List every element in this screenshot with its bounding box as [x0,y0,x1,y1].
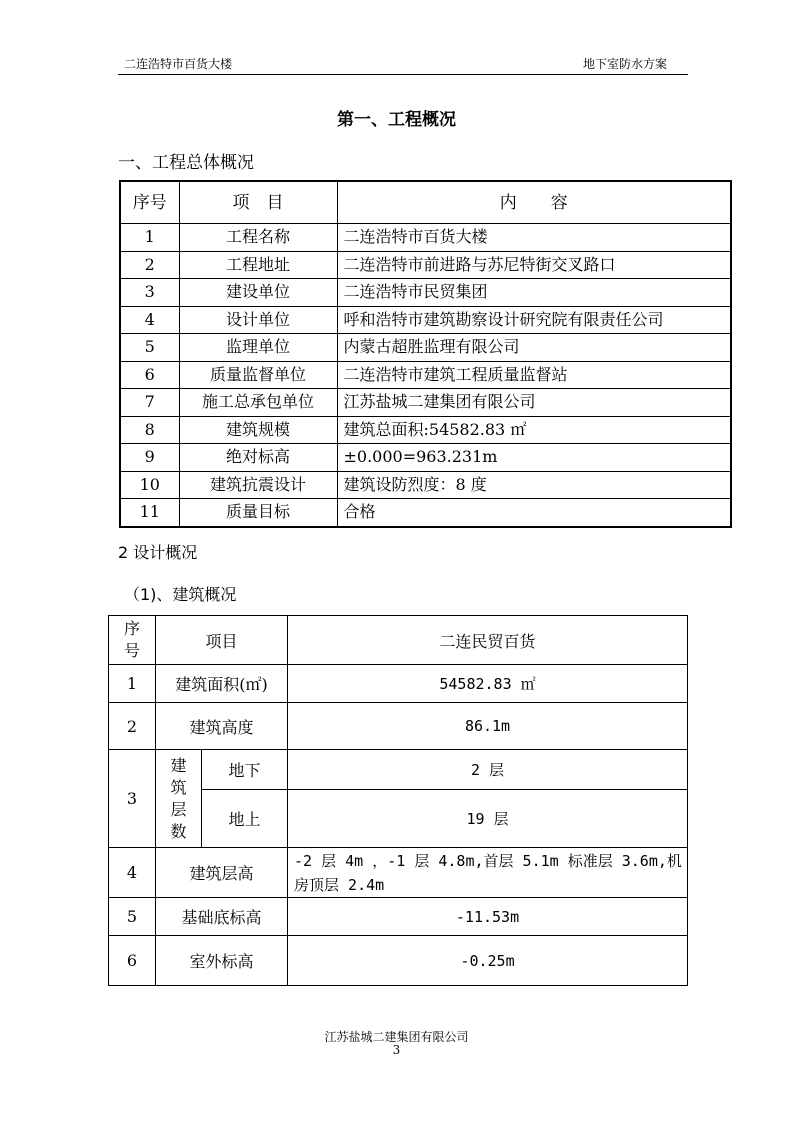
table-row [120,361,731,389]
table-row [109,703,688,750]
row-item: 建筑高度 [156,703,288,750]
row-item: 建筑抗震设计 [179,471,337,499]
header-cell-content: 内 容 [337,181,731,224]
row-no: 2 [109,703,156,750]
row-item: 工程地址 [179,251,337,279]
table-row [120,471,731,499]
header-cell-no: 序号 [109,616,156,665]
row-no: 8 [120,416,179,444]
table-row [109,665,688,703]
row-subitem-underground: 地下 [202,750,288,790]
row-item: 基础底标高 [156,898,288,936]
row-no: 1 [109,665,156,703]
row-item: 绝对标高 [179,444,337,472]
footer-company: 江苏盐城二建集团有限公司 [324,1030,469,1044]
row-value: 19 层 [288,790,688,848]
table-row [109,936,688,986]
row-no: 10 [120,471,179,499]
table-row [120,499,731,527]
row-no: 4 [120,306,179,334]
header-divider [118,74,688,75]
table-row [120,334,731,362]
row-content: 二连浩特市民贸集团 [337,279,731,307]
row-content: 内蒙古超胜监理有限公司 [337,334,731,362]
row-no: 3 [120,279,179,307]
table-row [120,444,731,472]
row-no: 6 [109,936,156,986]
project-overview-table [119,180,732,528]
row-item: 质量监督单位 [179,361,337,389]
header-cell-item: 项 目 [179,181,337,224]
row-content: 二连浩特市建筑工程质量监督站 [337,361,731,389]
header-doc-title: 地下室防水方案 [583,57,668,71]
table-header-row [120,181,731,224]
row-value: 54582.83 ㎡ [288,665,688,703]
row-content: 建筑总面积:54582.83 ㎡ [337,416,731,444]
row-content: 江苏盐城二建集团有限公司 [337,389,731,417]
table-row [109,750,688,790]
section-heading-design: 2 设计概况 [118,543,198,562]
row-value: 2 层 [288,750,688,790]
row-content: 建筑设防烈度：8 度 [337,471,731,499]
table-row [120,389,731,417]
row-content: 二连浩特市百货大楼 [337,224,731,252]
row-item: 工程名称 [179,224,337,252]
page-number: 3 [392,1043,401,1057]
table-row [120,224,731,252]
row-content: 二连浩特市前进路与苏尼特街交叉路口 [337,251,731,279]
row-item: 建设单位 [179,279,337,307]
row-item: 质量目标 [179,499,337,527]
row-no: 9 [120,444,179,472]
header-project-name: 二连浩特市百货大楼 [124,57,233,71]
row-no: 6 [120,361,179,389]
building-overview-table [108,615,688,986]
row-no: 4 [109,848,156,898]
row-no: 11 [120,499,179,527]
table-row [109,898,688,936]
header-cell-no: 序号 [120,181,179,224]
row-value: -2 层 4m ，-1 层 4.8m,首层 5.1m 标准层 3.6m,机房顶层 2.4m [288,848,688,898]
section-heading-building: （1)、建筑概况 [124,585,237,604]
table-header-row [109,616,688,665]
row-value: -11.53m [288,898,688,936]
row-item: 施工总承包单位 [179,389,337,417]
table-row [120,251,731,279]
row-item: 监理单位 [179,334,337,362]
row-item: 室外标高 [156,936,288,986]
header-cell-item: 项目 [156,616,288,665]
row-subitem-above-ground: 地上 [202,790,288,848]
row-value: 86.1m [288,703,688,750]
table-row [120,416,731,444]
page-title: 第一、工程概况 [337,110,456,130]
row-no: 7 [120,389,179,417]
row-no: 5 [109,898,156,936]
table-row [109,848,688,898]
row-item: 设计单位 [179,306,337,334]
row-item: 建筑面积(㎡) [156,665,288,703]
table-row [120,279,731,307]
row-content: 合格 [337,499,731,527]
row-no: 2 [120,251,179,279]
row-content: ±0.000=963.231m [337,444,731,472]
row-content: 呼和浩特市建筑勘察设计研究院有限责任公司 [337,306,731,334]
section-heading-overview: 一、工程总体概况 [118,153,254,173]
row-no: 3 [109,750,156,848]
row-item: 建筑规模 [179,416,337,444]
header-cell-content: 二连民贸百货 [288,616,688,665]
row-no: 1 [120,224,179,252]
row-item: 建筑层高 [156,848,288,898]
row-no: 5 [120,334,179,362]
row-group-label: 建筑层数 [156,750,202,848]
table-row [120,306,731,334]
row-value: -0.25m [288,936,688,986]
